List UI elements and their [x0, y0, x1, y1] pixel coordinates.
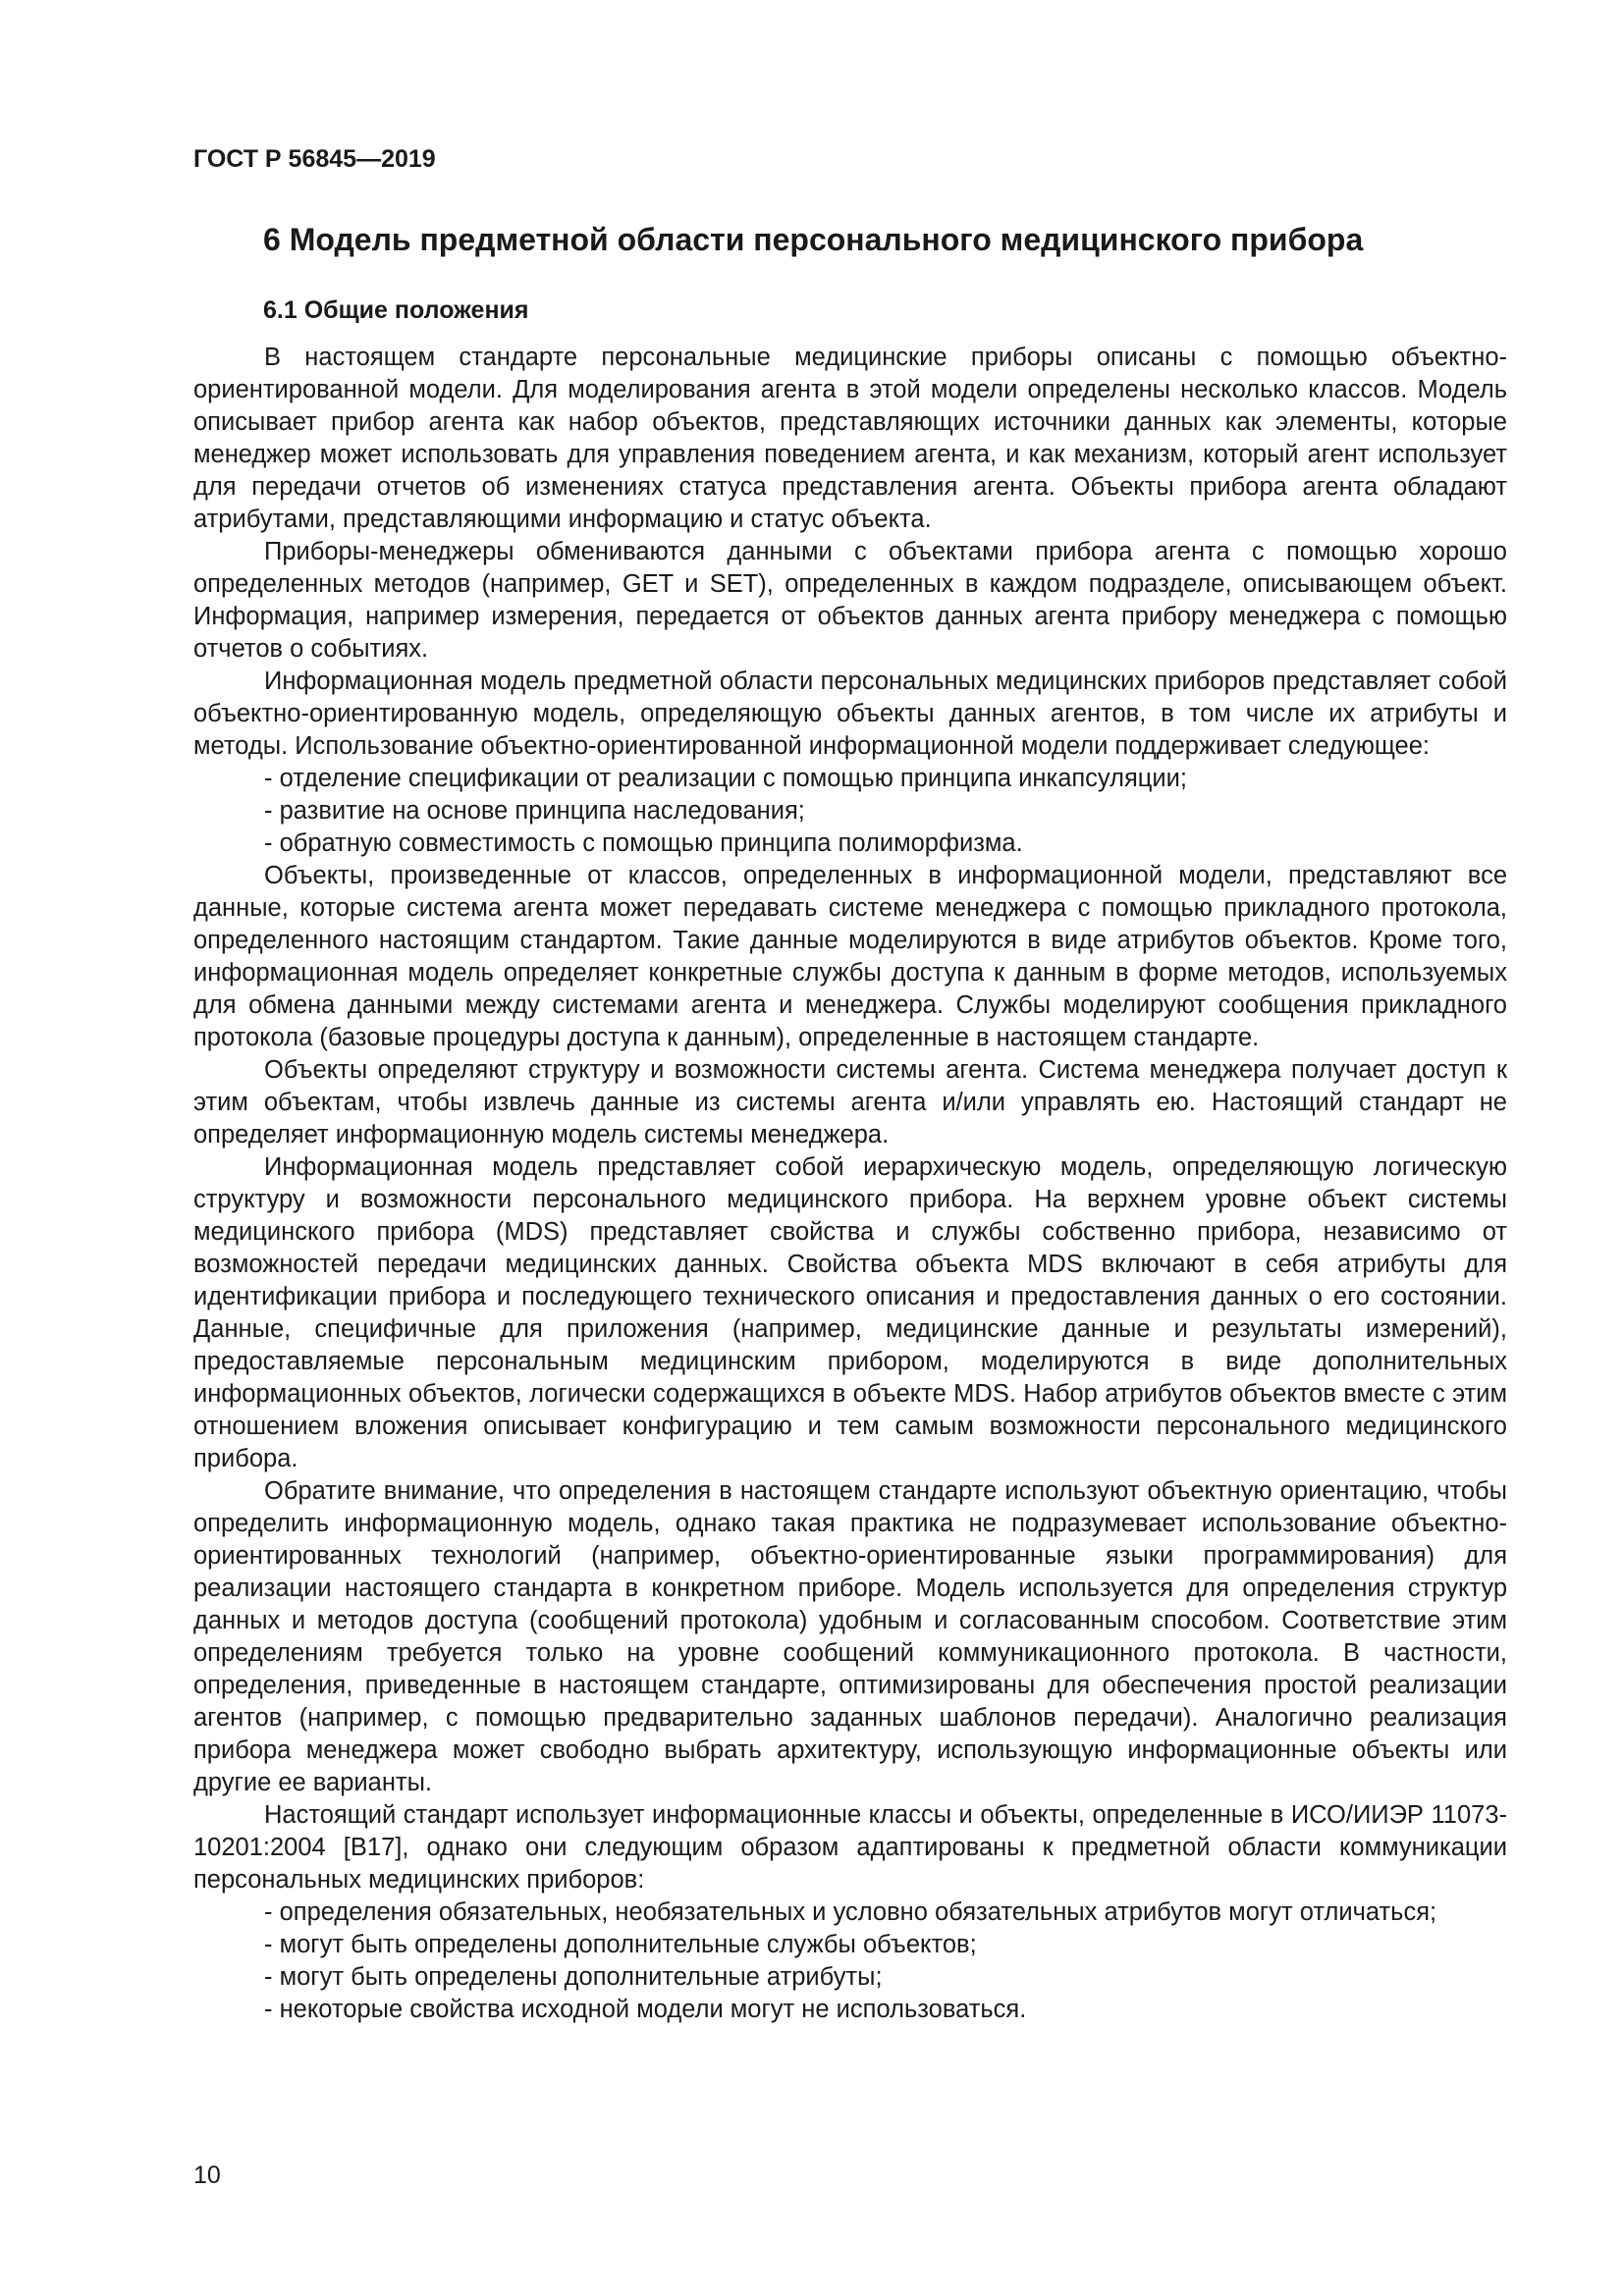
paragraph: Информационная модель представляет собой иерархическую модель, определяющую логическую структуру и возможности персонального медицинского прибора. На верхнем уровне объект системы медицинского прибора (MDS) представляет свойства и службы собственно прибора, независимо от возможностей передачи медицинских данных. Свойства объекта MDS включают в себя атрибуты для идентификации прибора и последующего технического описания и предоставления данных о его состоянии. Данные, специфичные для приложения (например, медицинские данные и результаты измерений), предоставляемые персональным медицинским прибором, моделируются в виде дополнительных информационных объектов, логически содержащихся в объекте MDS. Набор атрибутов объектов вместе с этим отношением вложения описывает конфигурацию и тем самым возможности персонального медицинского прибора. — [193, 1153, 1507, 1472]
paragraph: Объекты определяют структуру и возможности системы агента. Система менеджера получает доступ к этим объектам, чтобы извлечь данные из системы агента и/или управлять ею. Настоящий стандарт не определяет информационную модель системы менеджера. — [193, 1056, 1507, 1148]
list-item: - некоторые свойства исходной модели могут не использоваться. — [264, 1996, 1027, 2023]
document-code: ГОСТ Р 56845—2019 — [193, 145, 436, 173]
paragraph: Приборы-менеджеры обмениваются данными с объектами прибора агента с помощью хорошо определенных методов (например, GET и SET), определенных в каждом подразделе, описывающем объект. Информация, например измерения, передается от объектов данных агента прибору менеджера с помощью отчетов о событиях. — [193, 538, 1507, 663]
list-item: - отделение спецификации от реализации с помощью принципа инкапсуляции; — [264, 765, 1187, 792]
list-item: - обратную совместимость с помощью принципа полиморфизма. — [264, 829, 1023, 857]
list-item: - определения обязательных, необязательных и условно обязательных атрибутов могут отличаться; — [264, 1898, 1437, 1926]
list-item: - могут быть определены дополнительные службы объектов; — [264, 1931, 977, 1958]
list-item: - могут быть определены дополнительные атрибуты; — [264, 1963, 883, 1991]
list-item: - развитие на основе принципа наследования; — [264, 797, 805, 825]
paragraph: Информационная модель предметной области персональных медицинских приборов представляет собой объектно-ориентированную модель, определяющую объекты данных агентов, в том числе их атрибуты и методы. Использование объектно-ориентированной информационной модели поддерживает следующее: — [193, 667, 1507, 760]
paragraph: Обратите внимание, что определения в настоящем стандарте используют объектную ориентацию, чтобы определить информационную модель, однако такая практика не подразумевает использование объектно-ориентированных технологий (например, объектно-ориентированные языки программирования) для реализации настоящего стандарта в конкретном приборе. Модель используется для определения структур данных и методов доступа (сообщений протокола) удобным и согласованным способом. Соответствие этим определениям требуется только на уровне сообщений коммуникационного протокола. В частности, определения, приведенные в настоящем стандарте, оптимизированы для обеспечения простой реализации агентов (например, с помощью предварительно заданных шаблонов передачи). Аналогично реализация прибора менеджера может свободно выбрать архитектуру, использующую информационные объекты или другие ее варианты. — [193, 1477, 1507, 1796]
body-text — [193, 342, 1507, 2026]
subsection-title: 6.1 Общие положения — [263, 296, 529, 324]
paragraph: Объекты, произведенные от классов, определенных в информационной модели, представляют все данные, которые система агента может передавать системе менеджера с помощью прикладного протокола, определенного настоящим стандартом. Такие данные моделируются в виде атрибутов объектов. Кроме того, информационная модель определяет конкретные службы доступа к данным в форме методов, используемых для обмена данными между системами агента и менеджера. Службы моделируют сообщения прикладного протокола (базовые процедуры доступа к данным), определенные в настоящем стандарте. — [193, 862, 1507, 1051]
bullet-list — [193, 763, 1507, 860]
paragraph: В настоящем стандарте персональные медицинские приборы описаны с помощью объектно-ориентированной модели. Для моделирования агента в этой модели определены несколько классов. Модель описывает прибор агента как набор объектов, представляющих источники данных как элементы, которые менеджер может использовать для управления поведением агента, и как механизм, который агент использует для передачи отчетов об изменениях статуса представления агента. Объекты прибора агента обладают атрибутами, представляющими информацию и статус объекта. — [193, 344, 1507, 533]
section-title: 6 Модель предметной области персонального медицинского прибора — [263, 222, 1364, 257]
bullet-list — [193, 1896, 1507, 2026]
paragraph: Настоящий стандарт использует информационные классы и объекты, определенные в ИСО/ИИЭР 11073-10201:2004 [B17], однако они следующим образом адаптированы к предметной области коммуникации персональных медицинских приборов: — [193, 1801, 1507, 1894]
page-number: 10 — [193, 2162, 221, 2189]
